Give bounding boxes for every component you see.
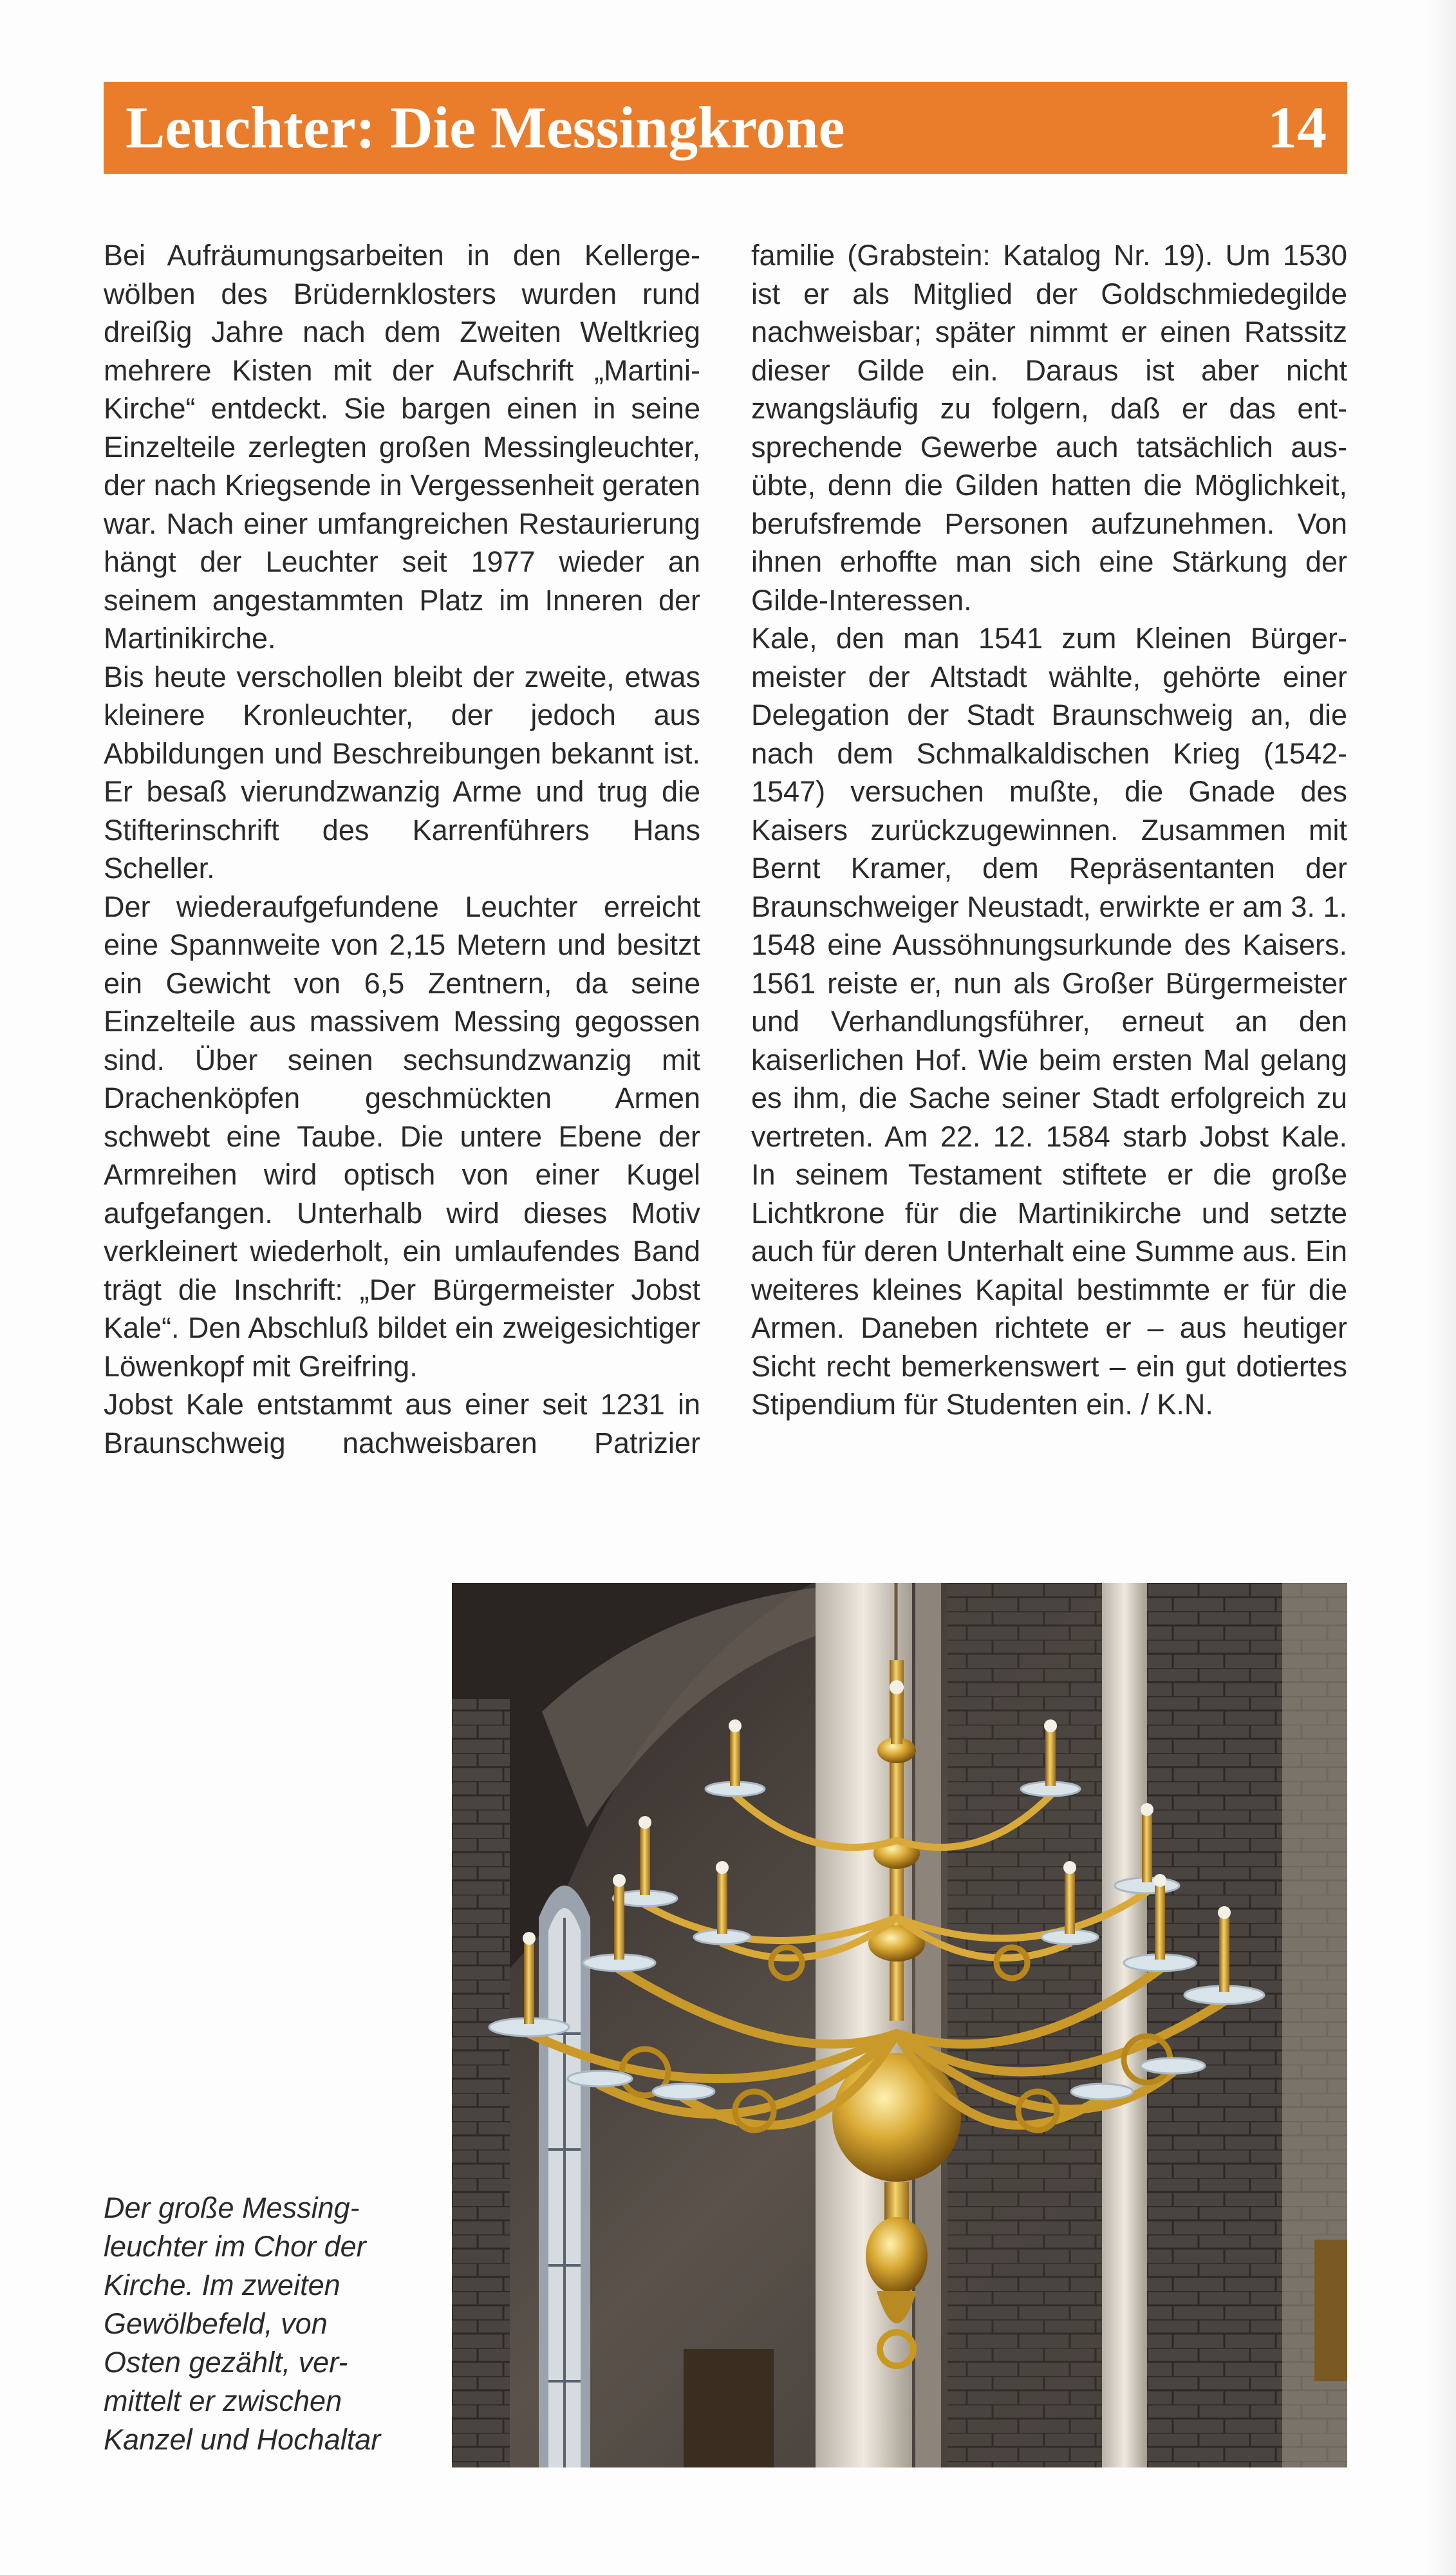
- caption-line: Kirche. Im zweiten: [104, 2269, 341, 2301]
- caption-line: Der große Messing-: [104, 2191, 360, 2224]
- paragraph: Bis heute verschollen bleibt der zweite, etwas kleinere Kronleuchter, der jedoch aus Abbildungen und Beschreibungen bekannt ist. Er besaß vierundzwanzig Arme und trug die Stifterinschrift des Karrenführers Hans Scheller.: [104, 660, 700, 885]
- paragraph: Bei Aufräumungsarbeiten in den Kellergewölben des Brüdernklosters wurden rund dreißig Jahre nach dem Zweiten Weltkrieg mehrere Kisten mit der Aufschrift „Martini-Kirche“ entdeckt. Sie bargen einen in seine Einzelteile zerlegten großen Messingleuchter, der nach Kriegsende in Vergessenheit geraten war. Nach einer umfangreichen Restaurierung hängt der Leuchter seit 1977 wieder an seinem angestammten Platz im Inneren der Martinikirche.: [104, 239, 700, 655]
- figure-caption: [104, 2189, 438, 2459]
- chapter-title: Leuchter: Die Messingkrone: [126, 95, 845, 160]
- paragraph: Jobst Kale entstammt aus einer seit 1231 in Braunschweig nachweisbaren Patrizier: [104, 1388, 700, 1459]
- chapter-header: [104, 82, 1347, 174]
- text-column-right: [751, 236, 1347, 1424]
- text-column-left: [104, 236, 700, 1462]
- page-number: 14: [1267, 95, 1327, 160]
- caption-line: leuchter im Chor der: [104, 2230, 366, 2263]
- chandelier-photo: [452, 1583, 1347, 2467]
- page-edge-shadow: [1426, 0, 1456, 2575]
- caption-line: Gewölbefeld, von: [104, 2307, 328, 2340]
- paragraph: Der wiederaufgefundene Leuchter erreicht eine Spannweite von 2,15 Metern und besitzt ein Gewicht von 6,5 Zentnern, da seine Einzelteile aus massivem Messing gegossen sind. Über seinen sechsundzwanzig mit Drachenköpfen geschmückten Armen schwebt eine Taube. Die untere Ebene der Armreihen wird optisch von einer Kugel aufgefangen. Unterhalb wird dieses Motiv verkleinert wiederholt, ein umlaufendes Band trägt die Inschrift: „Der Bürgermeister Jobst Kale“. Den Abschluß bildet ein zweigesichtiger Löwenkopf mit Greifring.: [104, 890, 700, 1383]
- paragraph: Kale, den man 1541 zum Kleinen Bürgermeister der Altstadt wählte, gehörte einer Delegation der Stadt Braunschweig an, die nach dem Schmalkaldischen Krieg (1542-1547) versuchen mußte, die Gnade des Kaisers zurückzugewinnen. Zusammen mit Bernt Kramer, dem Repräsentanten der Braunschweiger Neustadt, erwirkte er am 3. 1. 1548 eine Aussöhnungsurkunde des Kaisers. 1561 reiste er, nun als Großer Bürgermeister und Verhandlungsführer, erneut an den kaiserlichen Hof. Wie beim ersten Mal gelang es ihm, die Sache seiner Stadt erfolgreich zu vertreten. Am 22. 12. 1584 starb Jobst Kale. In seinem Testament stiftete er die große Lichtkrone für die Martinikirche und setzte auch für deren Unterhalt eine Summe aus. Ein weiteres kleines Kapital bestimmte er für die Armen. Daneben richtete er – aus heutiger Sicht recht bemerkenswert – ein gut dotiertes Stipendium für Studenten ein. / K.N.: [751, 622, 1347, 1421]
- paragraph: familie (Grabstein: Katalog Nr. 19). Um 1530 ist er als Mitglied der Goldschmiedegilde nachweisbar; später nimmt er einen Ratssitz dieser Gilde ein. Daraus ist aber nicht zwangsläufig zu folgern, daß er das entsprechende Gewerbe auch tatsächlich ausübte, denn die Gilden hatten die Möglichkeit, berufsfremde Personen aufzunehmen. Von ihnen erhoffte man sich eine Stärkung der Gilde-Interessen.: [751, 239, 1347, 617]
- caption-line: Osten gezählt, ver-: [104, 2346, 348, 2379]
- caption-line: Kanzel und Hochaltar: [104, 2423, 381, 2456]
- caption-line: mittelt er zwischen: [104, 2384, 342, 2417]
